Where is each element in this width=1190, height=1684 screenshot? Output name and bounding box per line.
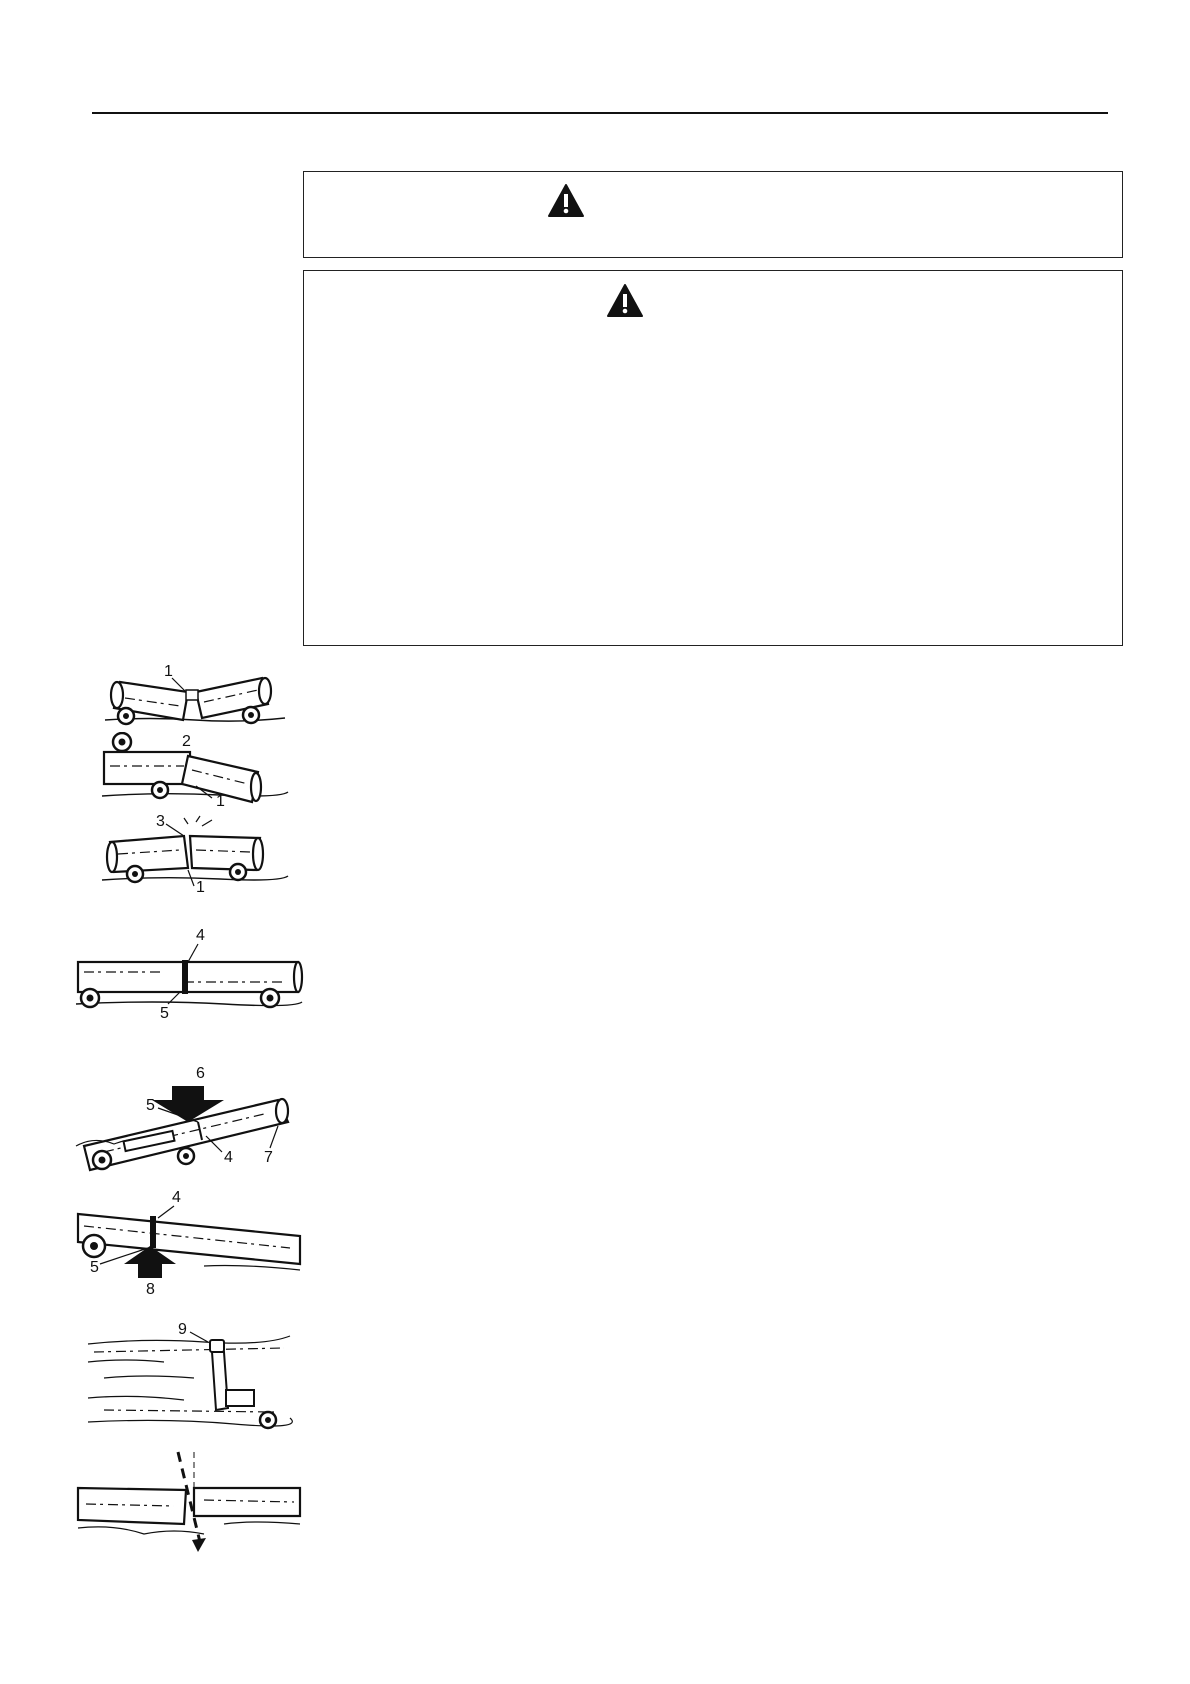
fig5-label-a: 6 [196,1065,205,1082]
figure-log-sagging [100,662,290,730]
fig1-label: 1 [164,663,173,680]
figure-log-two-supports [74,922,304,1022]
fig4-label-a: 4 [196,927,205,944]
fig6-label-c: 8 [146,1281,155,1296]
fig3-label-a: 3 [156,813,165,830]
header-rule [92,112,1108,114]
warning-triangle-icon [547,183,585,219]
fig4-label-b: 5 [160,1005,169,1022]
figure-cut-direction [74,1444,304,1564]
warning-triangle-icon [606,283,644,319]
fig5-label-c: 4 [224,1149,233,1166]
fig5-label-d: 7 [264,1149,273,1166]
fig6-label-b: 5 [90,1259,99,1276]
fig6-label-a: 4 [172,1189,181,1206]
figure-log-upward-force [74,1186,304,1296]
fig3-label-b: 1 [196,879,205,894]
fig2-label-a: 2 [182,733,191,750]
figure-log-downward-force [74,1056,304,1176]
warning-box-2 [303,270,1123,646]
figure-log-cut-pinch [100,812,290,894]
figure-log-overhang [100,732,290,810]
warning-box-1 [303,171,1123,258]
fig5-label-b: 5 [146,1097,155,1114]
fig2-label-b: 1 [216,793,225,810]
fig7-label: 9 [178,1321,187,1338]
figure-saw-bucking [84,1318,294,1438]
